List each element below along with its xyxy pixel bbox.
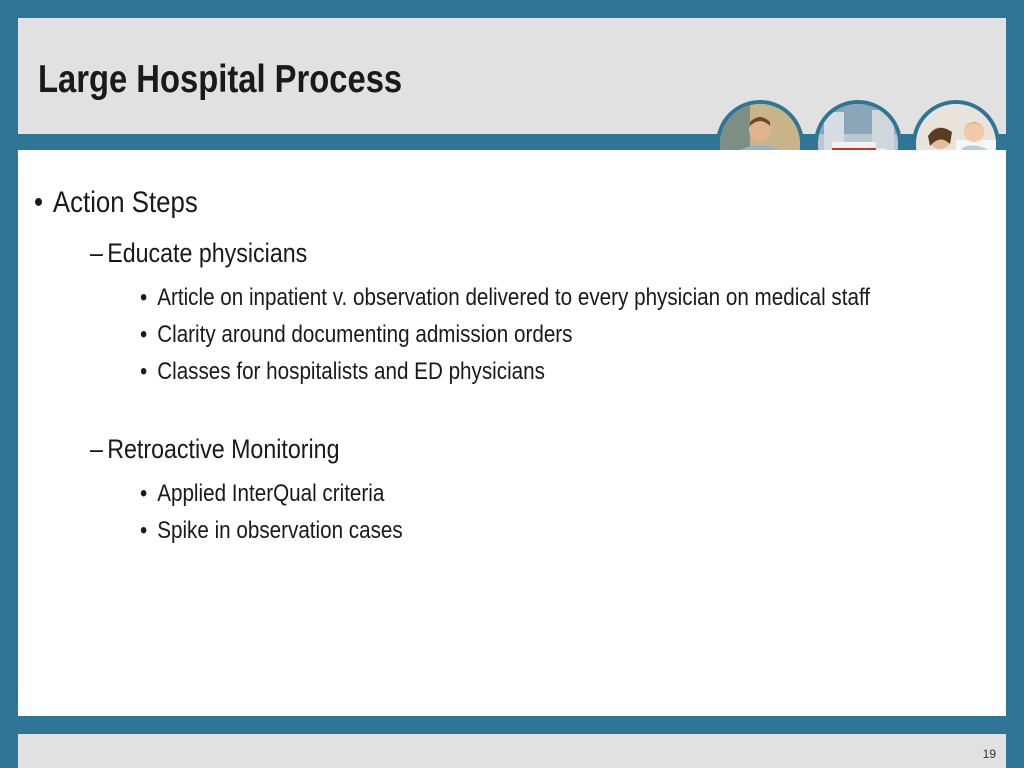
page-number: 19 — [982, 747, 996, 761]
bullet-marker: • — [140, 480, 148, 507]
sub-bullet-text: Educate physicians — [107, 238, 308, 268]
list-item — [140, 358, 545, 386]
list-item-text: Clarity around documenting admission orders — [157, 321, 573, 348]
bullet-action-steps — [34, 186, 198, 220]
dash-marker: – — [90, 238, 103, 268]
bullet-text: Action Steps — [52, 186, 198, 219]
bullet-marker: • — [140, 321, 148, 348]
list-item-text: Article on inpatient v. observation delivered to every physician on medical staff — [157, 284, 871, 311]
list-item-text: Classes for hospitalists and ED physicians — [157, 358, 545, 385]
bullet-marker: • — [140, 517, 148, 544]
bullet-marker: • — [140, 358, 148, 385]
sub-bullet-text: Retroactive Monitoring — [107, 434, 340, 464]
sub-bullet-educate-physicians — [90, 238, 307, 269]
list-item — [140, 284, 870, 312]
sub-bullet-retroactive-monitoring — [90, 434, 340, 465]
footer-bar — [18, 734, 1006, 768]
dash-marker: – — [90, 434, 103, 464]
bullet-marker: • — [140, 284, 148, 311]
list-item — [140, 517, 403, 545]
list-item — [140, 480, 384, 508]
list-item-text: Spike in observation cases — [157, 517, 403, 544]
list-item-text: Applied InterQual criteria — [157, 480, 385, 507]
slide-title: Large Hospital Process — [38, 58, 403, 101]
slide-content — [18, 150, 1006, 716]
list-item — [140, 321, 572, 349]
bullet-marker: • — [34, 186, 44, 219]
